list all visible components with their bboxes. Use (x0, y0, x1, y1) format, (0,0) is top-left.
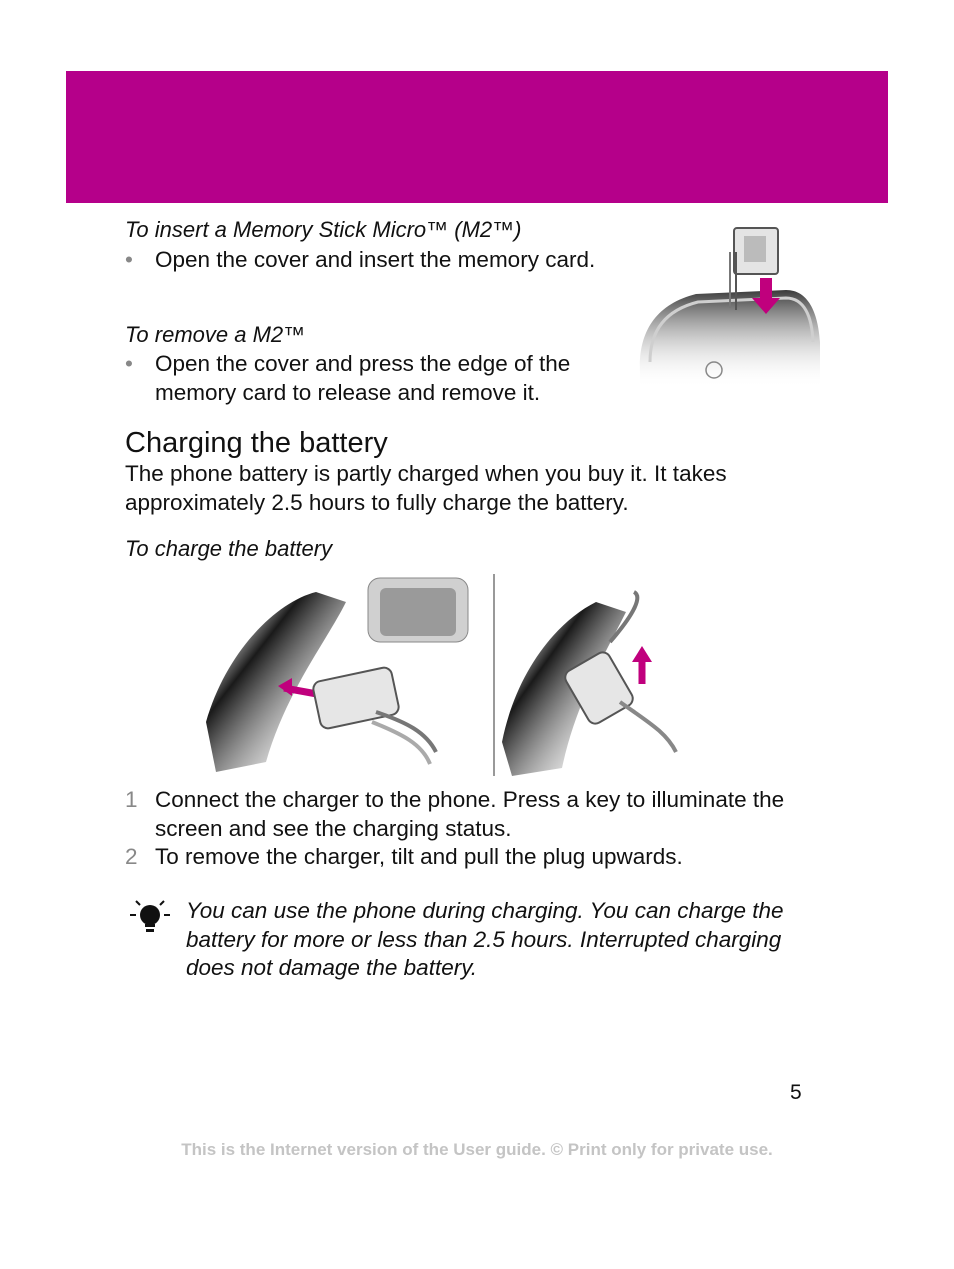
insert-title: To insert a Memory Stick Micro™ (M2™) (125, 217, 522, 242)
insert-step-text: Open the cover and insert the memory card. (155, 247, 596, 272)
bullet-icon: • (125, 351, 133, 376)
page-number: 5 (790, 1081, 802, 1104)
remove-title: To remove a M2™ (125, 322, 306, 347)
charge-subheading: To charge the battery (125, 536, 333, 561)
tip-note: You can use the phone during charging. You can charge the battery for more or less than 2.5 hours. Interrupted charging does not damage the battery. (186, 898, 784, 980)
step-text: Connect the charger to the phone. Press a key to illuminate the screen and see the charging status. (155, 787, 785, 841)
step-number: 1 (125, 787, 138, 812)
memory-card-illustration (636, 222, 822, 388)
bullet-icon: • (125, 247, 133, 272)
charger-illustration (196, 572, 682, 778)
charging-heading: Charging the battery (125, 427, 388, 459)
step-number: 2 (125, 844, 138, 869)
remove-step-text: Open the cover and press the edge of the memory card to release and remove it. (155, 351, 571, 405)
charging-intro: The phone battery is partly charged when you buy it. It takes approximately 2.5 hours to fully charge the battery. (125, 461, 727, 515)
step-text: To remove the charger, tilt and pull the plug upwards. (155, 844, 683, 869)
footer-notice: This is the Internet version of the User guide. © Print only for private use. (181, 1140, 773, 1159)
lightbulb-icon (128, 895, 172, 937)
header-band (66, 71, 888, 203)
